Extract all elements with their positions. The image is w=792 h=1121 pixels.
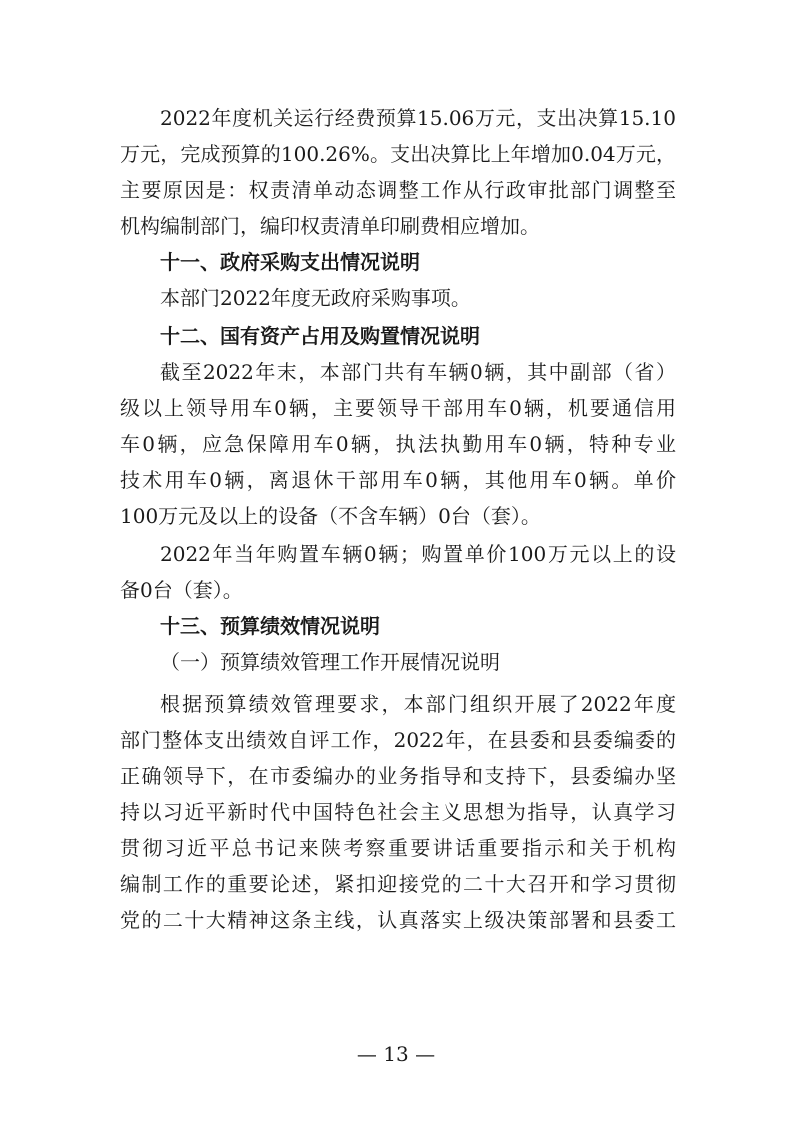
paragraph-operating-expenses: [120, 100, 676, 244]
text-line: 根据预算绩效管理要求，本部门组织开展了2022年度: [160, 692, 676, 716]
text-line: 技术用车0辆，离退休干部用车0辆，其他用车0辆。单价: [120, 468, 676, 492]
text-line: 本部门2022年度无政府采购事项。: [160, 286, 471, 310]
text-line: 持以习近平新时代中国特色社会主义思想为指导，认真学习: [120, 800, 676, 824]
page-number: — 13 —: [356, 1042, 436, 1066]
text-line: 机构编制部门，编印权责清单印刷费相应增加。: [120, 214, 540, 238]
paragraph-purchases: [120, 536, 676, 608]
subsection-heading-performance-management: （一）预算绩效管理工作开展情况说明: [160, 650, 500, 674]
section-heading-state-assets: 十二、国有资产占用及购置情况说明: [160, 324, 480, 348]
text-line: 贯彻习近平总书记来陕考察重要讲话重要指示和关于机构: [120, 836, 676, 860]
text-line: 备0台（套）。: [120, 578, 243, 602]
text-line: 编制工作的重要论述，紧扣迎接党的二十大召开和学习贯彻: [120, 872, 676, 896]
text-line: 主要原因是：权责清单动态调整工作从行政审批部门调整至: [120, 178, 676, 202]
text-line: 正确领导下，在市委编办的业务指导和支持下，县委编办坚: [120, 764, 676, 788]
text-line: 截至2022年末，本部门共有车辆0辆，其中副部（省）: [160, 360, 676, 384]
text-line: 万元，完成预算的100.26%。支出决算比上年增加0.04万元，: [120, 142, 676, 166]
paragraph-procurement: [120, 280, 676, 316]
paragraph-vehicles: [120, 354, 676, 534]
text-line: 2022年当年购置车辆0辆；购置单价100万元以上的设: [160, 542, 676, 566]
text-line: 党的二十大精神这条主线，认真落实上级决策部署和县委工: [120, 908, 676, 932]
document-body: [120, 100, 676, 938]
text-line: 部门整体支出绩效自评工作，2022年，在县委和县委编委的: [120, 728, 676, 752]
section-heading-budget-performance: 十三、预算绩效情况说明: [160, 614, 380, 638]
text-line: 2022年度机关运行经费预算15.06万元，支出决算15.10: [160, 106, 676, 130]
text-line: 级以上领导用车0辆，主要领导干部用车0辆，机要通信用: [120, 396, 676, 420]
section-heading-government-procurement: 十一、政府采购支出情况说明: [160, 250, 420, 274]
text-line: 100万元及以上的设备（不含车辆）0台（套）。: [120, 504, 541, 528]
text-line: 车0辆，应急保障用车0辆，执法执勤用车0辆，特种专业: [120, 432, 676, 456]
paragraph-performance-evaluation: [120, 686, 676, 938]
